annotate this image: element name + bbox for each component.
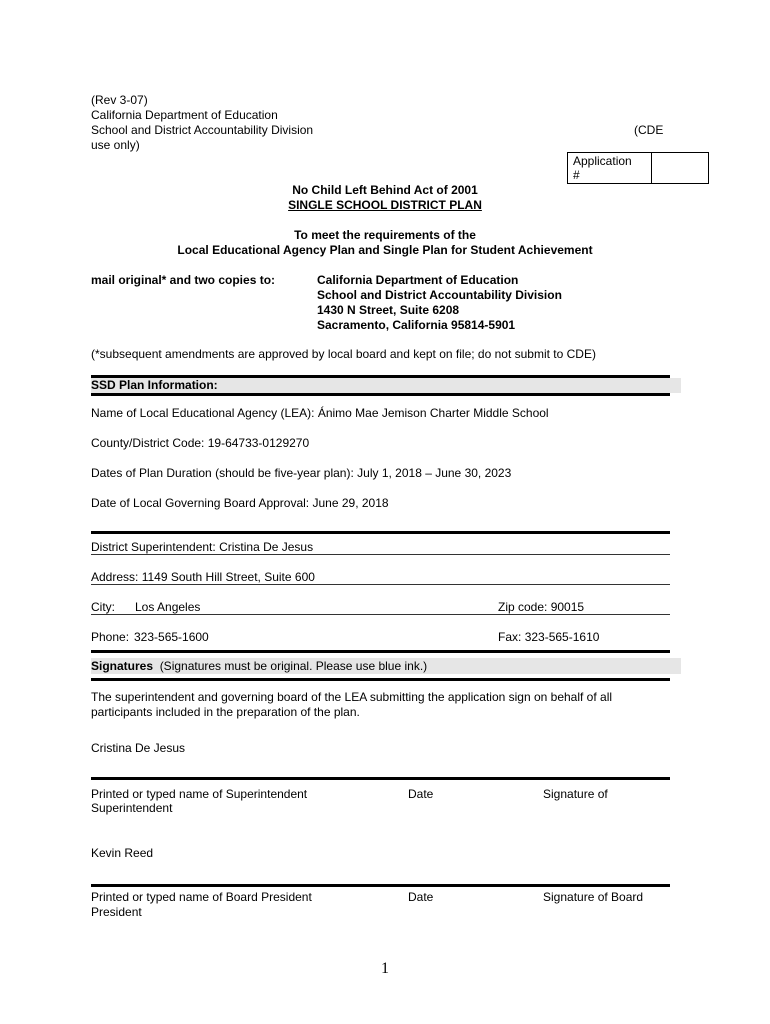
mailing-address-line: California Department of Education (317, 273, 519, 287)
amendments-note: (*subsequent amendments are approved by local board and kept on file; do not submit to CDE) (91, 347, 596, 361)
zip-field (498, 600, 584, 615)
division-name: School and District Accountability Division (91, 123, 314, 137)
revision-label: (Rev 3-07) (91, 93, 148, 107)
address-row (91, 570, 670, 585)
board-president-printed-name[interactable]: Kevin Reed (91, 846, 154, 860)
board-approval-row (91, 496, 389, 511)
zip-label: Zip code: (498, 600, 548, 614)
board-president-signature-label-wrap: President (91, 905, 142, 919)
superintendent-row (91, 540, 670, 555)
lea-name-label: Name of Local Educational Agency (LEA): (91, 406, 315, 420)
plan-title-text: SINGLE SCHOOL DISTRICT PLAN (288, 198, 482, 212)
plan-info-header (91, 378, 681, 393)
purpose-line2: Local Educational Agency Plan and Single Plan for Student Achievement (177, 243, 593, 257)
section-rule (91, 678, 670, 681)
signatures-heading: Signatures (91, 659, 154, 673)
mailing-address-line: Sacramento, California 95814-5901 (317, 318, 516, 332)
superintendent-label: District Superintendent: (91, 540, 216, 554)
plan-duration-label: Dates of Plan Duration (should be five-year plan): (91, 466, 354, 480)
section-rule (91, 531, 670, 534)
superintendent-date-label: Date (408, 787, 434, 801)
signature-line (91, 777, 670, 780)
cde-use-only-label: (CDE (634, 123, 664, 137)
board-president-date-label: Date (408, 890, 434, 904)
mailing-label: mail original* and two copies to: (91, 273, 276, 287)
superintendent-signature-label: Signature of (543, 787, 608, 801)
application-number-field[interactable] (652, 153, 708, 183)
fax-label: Fax: (498, 630, 522, 644)
signatures-header (91, 658, 681, 674)
section-rule (91, 650, 670, 653)
application-label-line2: # (573, 168, 580, 182)
application-number-box (567, 152, 709, 184)
department-name: California Department of Education (91, 108, 278, 122)
county-district-code-row (91, 436, 309, 451)
phone-label: Phone: (91, 630, 130, 644)
superintendent-name-label: Printed or typed name of Superintendent (91, 787, 308, 801)
plan-duration-row (91, 466, 511, 481)
page-number: 1 (381, 960, 389, 977)
superintendent-printed-name[interactable]: Cristina De Jesus (91, 741, 186, 755)
county-district-code-value[interactable]: 19-64733-0129270 (207, 436, 310, 450)
phone-fax-row (91, 630, 670, 645)
fax-field (498, 630, 599, 645)
superintendent-value[interactable]: Cristina De Jesus (219, 540, 314, 554)
city-label: City: (91, 600, 115, 614)
plan-title (0, 198, 770, 213)
lea-name-row (91, 406, 549, 421)
plan-info-heading: SSD Plan Information: (91, 378, 218, 392)
zip-value[interactable]: 90015 (550, 600, 585, 614)
act-title: No Child Left Behind Act of 2001 (292, 183, 478, 197)
signatures-instruction: (Signatures must be original. Please use blue ink.) (159, 659, 428, 673)
application-number-label (568, 153, 652, 183)
board-president-signature-label: Signature of Board (543, 890, 644, 904)
superintendent-signature-label-wrap: Superintendent (91, 801, 173, 815)
application-label-line1: Application (573, 154, 632, 168)
board-approval-value[interactable]: June 29, 2018 (312, 496, 389, 510)
fax-value[interactable]: 323-565-1610 (524, 630, 600, 644)
county-district-code-label: County/District Code: (91, 436, 205, 450)
mailing-address-line: School and District Accountability Division (317, 288, 562, 302)
lea-name-value[interactable]: Ánimo Mae Jemison Charter Middle School (317, 406, 549, 420)
board-president-name-label: Printed or typed name of Board President (91, 890, 312, 904)
plan-duration-value[interactable]: July 1, 2018 – June 30, 2023 (357, 466, 512, 480)
cde-use-only-label-wrap: use only) (91, 138, 140, 152)
signature-line (91, 884, 670, 887)
address-value[interactable]: 1149 South Hill Street, Suite 600 (141, 570, 315, 584)
city-value[interactable]: Los Angeles (135, 600, 201, 614)
purpose-line1: To meet the requirements of the (294, 228, 476, 242)
section-rule (91, 393, 670, 396)
address-label: Address: (91, 570, 139, 584)
city-zip-row (91, 600, 670, 615)
phone-value[interactable]: 323-565-1600 (134, 630, 209, 644)
signatures-intro: The superintendent and governing board of the LEA submitting the application sign on behalf of all participants included in the preparation of the plan. (91, 690, 613, 719)
board-approval-label: Date of Local Governing Board Approval: (91, 496, 310, 510)
mailing-address-line: 1430 N Street, Suite 6208 (317, 303, 460, 317)
